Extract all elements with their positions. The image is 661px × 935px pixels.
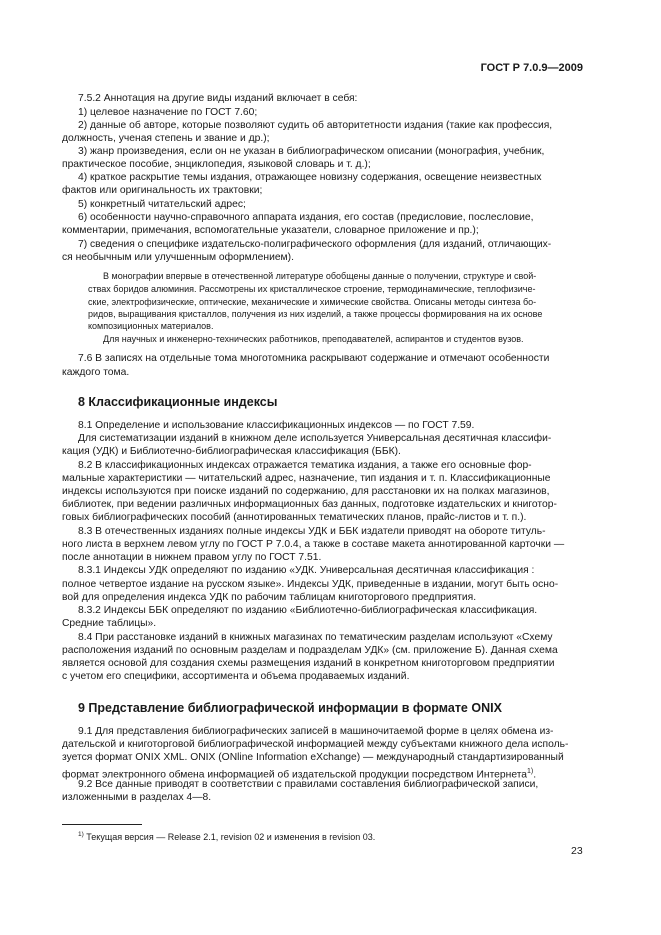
section-heading: 8 Классификационные индексы — [78, 395, 278, 409]
paragraph-line: 8.3.2 Индексы ББК определяют по изданию «Библиотечно-библиографическая классификация. — [78, 605, 538, 616]
example-line: ские, электрофизические, оптические, механические и химические свойства. Описаны методы синтеза бо- — [88, 297, 537, 307]
list-item: 3) жанр произведения, если он не указан в библиографическом описании (монография, учебник, — [78, 146, 545, 157]
paragraph-line: 8.1 Определение и использование классификационных индексов — по ГОСТ 7.59. — [78, 420, 475, 431]
paragraph-line: 9.1 Для представления библиографических записей в машиночитаемой форме в целях обмена из- — [78, 726, 554, 737]
paragraph-text-end: . — [533, 769, 537, 781]
footnote-text: Текущая версия — Release 2.1, revision 02 и изменения в revision 03. — [83, 832, 376, 842]
paragraph-line: изложенными в разделах 4—8. — [62, 792, 212, 803]
footnote-divider — [62, 824, 142, 825]
paragraph-line: 7.6 В записях на отдельные тома многотомника раскрывают содержание и отмечают особенности — [78, 353, 550, 364]
list-item: ся необычным или улучшенным оформлением). — [62, 252, 294, 263]
paragraph-line: Для систематизации изданий в книжном деле используется Универсальная десятичная классифи- — [78, 433, 552, 444]
list-item: 2) данные об авторе, которые позволяют судить об авторитетности издания (такие как профессия, — [78, 120, 553, 131]
paragraph-line: 9.2 Все данные приводят в соответствии с правилами составления библиографической записи, — [78, 779, 539, 790]
document-code: ГОСТ Р 7.0.9—2009 — [480, 62, 583, 74]
paragraph-line: ного листа в верхнем левом углу по ГОСТ Р 7.0.4, а также в составе макета аннотированной карточки — — [62, 539, 565, 550]
list-item: 6) особенности научно-справочного аппарата издания, его состав (предисловие, послесловие, — [78, 212, 534, 223]
paragraph-line: зуется формат ONIX XML. ONIX (ONline Information eXchange) — международный стандартизированный — [62, 752, 564, 763]
paragraph-line: 8.2 В классификационных индексах отражается тематика издания, а также его основные фор- — [78, 460, 532, 471]
paragraph-line: библиотек, при ведении различных информационных баз данных, подготовке издательских и книготор- — [62, 499, 557, 510]
example-line: В монографии впервые в отечественной литературе обобщены данные о получении, структуре и свой- — [103, 271, 537, 281]
list-item: должность, ученая степень и звание и др.); — [62, 133, 270, 144]
list-item: 4) краткое раскрытие темы издания, отражающее новизну содержания, освещение неизвестных — [78, 172, 542, 183]
footnote-reference[interactable]: 1) — [527, 768, 534, 775]
footnote-mark: 1) — [78, 831, 84, 838]
paragraph-line: расположения изданий по основным разделам и подразделам УДК» (см. приложение Б). Данная схема — [62, 645, 558, 656]
page-number: 23 — [571, 845, 583, 857]
list-item: 5) конкретный читательский адрес; — [78, 199, 246, 210]
paragraph-line: каждого тома. — [62, 367, 130, 378]
paragraph-line: 7.5.2 Аннотация на другие виды изданий включает в себя: — [78, 93, 358, 104]
list-item: фактов или оригинальность их трактовки; — [62, 185, 263, 196]
paragraph-line: говых библиографических пособий (аннотированных тематических планов, прайс-листов и т. п.). — [62, 512, 527, 523]
paragraph-text: формат электронного обмена информацией об издательской продукции посредством Интернета — [62, 769, 528, 781]
paragraph-line: вой для определения индекса УДК по рабочим таблицам книготоргового предприятия. — [62, 592, 477, 603]
list-item: комментарии, примечания, вспомогательные указатели, словарное приложение и пр.); — [62, 225, 479, 236]
paragraph-line: является основой для создания схемы размещения изданий в конкретном книготорговом предприятии — [62, 658, 555, 669]
example-line: Для научных и инженерно-технических работников, преподавателей, аспирантов и студентов вузов. — [103, 334, 524, 344]
paragraph-line: дательской и книготорговой библиографической информацией между субъектами книжного дела исполь- — [62, 739, 569, 750]
list-item: практическое пособие, энциклопедия, языковой словарь и т. д.); — [62, 159, 371, 170]
list-item: 1) целевое назначение по ГОСТ 7.60; — [78, 107, 258, 118]
paragraph-line: после аннотации в нижнем правом углу по ГОСТ 7.51. — [62, 552, 322, 563]
paragraph-line: с учетом его специфики, ассортимента и объема продаваемых изданий. — [62, 671, 410, 682]
section-heading: 9 Представление библиографической информации в формате ONIX — [78, 701, 502, 715]
paragraph-line: мальные характеристики — читательский адрес, назначение, тип издания и т. п. Классификационные — [62, 473, 551, 484]
list-item: 7) сведения о специфике издательско-полиграфического оформления (для изданий, отличающих- — [78, 239, 552, 250]
paragraph-line: 8.4 При расстановке изданий в книжных магазинах по тематическим разделам используют «Схему — [78, 632, 553, 643]
example-line: композиционных материалов. — [88, 321, 214, 331]
footnote — [78, 828, 375, 844]
paragraph-line: полное четвертое издание на русском языке». Индексы УДК, приведенные в издании, могут быть осно- — [62, 579, 559, 590]
paragraph-line: Средние таблицы». — [62, 618, 157, 629]
paragraph-line: индексы используются при поиске изданий по содержанию, для расстановки их на полках магазинов, — [62, 486, 550, 497]
paragraph-line: 8.3 В отечественных изданиях полные индексы УДК и ББК издатели приводят на обороте титуль- — [78, 526, 546, 537]
paragraph-line: кация (УДК) и Библиотечно-библиографическая классификация (ББК). — [62, 446, 401, 457]
example-line: ствах боридов алюминия. Рассмотрены их кристаллическое строение, термодинамические, теплофизиче- — [88, 284, 536, 294]
example-line: ридов, выращивания кристаллов, получения из них изделий, а также процессы формирования на их основе — [88, 309, 543, 319]
paragraph-line: 8.3.1 Индексы УДК определяют по изданию «УДК. Универсальная десятичная классификация : — [78, 565, 535, 576]
